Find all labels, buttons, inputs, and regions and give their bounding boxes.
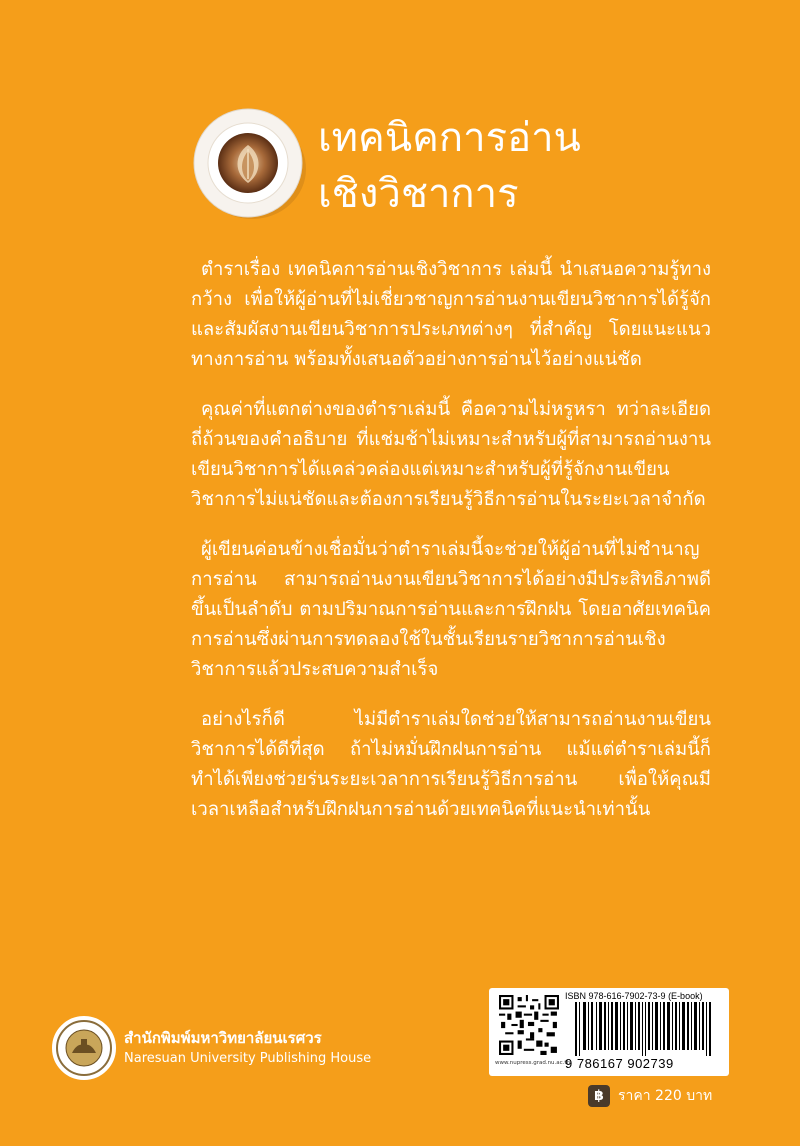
isbn-digits: 9 786167 902739 [565,1056,674,1071]
title-line-2: เชิงวิชาการ [318,171,519,217]
price-tag [588,1085,712,1107]
price-label: ราคา 220 บาท [618,1088,713,1104]
publisher-name-th: สำนักพิมพ์มหาวิทยาลัยนเรศวร [124,1029,322,1047]
baht-icon: ฿ [588,1085,610,1107]
book-title [318,110,581,222]
publisher-block [52,1016,371,1080]
barcode-bars [575,1002,715,1056]
blurb-paragraph-4: อย่างไรก็ดี ไม่มีตำราเล่มใดช่วยให้สามารถอ่านงานเขียนวิชาการได้ดีที่สุด ถ้าไม่หมั่นฝึกฝนการอ่าน แม้แต่ตำราเล่มนี้ก็ทำได้เพียงช่วยร่นระยะเวลาการเรียนรู้วิธีการอ่าน เพื่อให้คุณมีเวลาเหลือสำหรับฝึกฝนการอ่านด้วยเทคนิคที่แนะนำเท่านั้น [191,709,711,820]
title-line-1: เทคนิคการอ่าน [318,115,581,161]
university-seal-logo [52,1016,116,1080]
isbn-label: ISBN 978-616-7902-73-9 (E-book) [565,991,703,1001]
blurb [191,255,711,845]
coffee-cup-image [190,103,310,223]
isbn-barcode-panel [489,988,729,1076]
qr-url-text: www.nupress.grad.nu.ac.th [495,1060,571,1066]
blurb-paragraph-3: ผู้เขียนค่อนข้างเชื่อมั่นว่าตำราเล่มนี้จะช่วยให้ผู้อ่านที่ไม่ชำนาญการอ่าน สามารถอ่านงานเขียนวิชาการได้อย่างมีประสิทธิภาพดีขึ้นเป็นลำดับ ตามปริมาณการอ่านและการฝึกฝน โดยอาศัยเทคนิคการอ่านซึ่งผ่านการทดลองใช้ในชั้นเรียนรายวิชาการอ่านเชิงวิชาการแล้วประสบความสำเร็จ [191,539,711,680]
qr-code [499,994,559,1056]
blurb-paragraph-1: ตำราเรื่อง เทคนิคการอ่านเชิงวิชาการ เล่มนี้ นำเสนอความรู้ทางกว้าง เพื่อให้ผู้อ่านที่ไม่เชี่ยวชาญการอ่านงานเขียนวิชาการได้รู้จักและสัมผัสงานเขียนวิชาการประเภทต่างๆ ที่สำคัญ โดยแนะแนวทางการอ่าน พร้อมทั้งเสนอตัวอย่างการอ่านไว้อย่างแน่ชัด [191,259,711,370]
publisher-name-en: Naresuan University Publishing House [124,1051,372,1066]
blurb-paragraph-2: คุณค่าที่แตกต่างของตำราเล่มนี้ คือความไม่หรูหรา ทว่าละเอียดถี่ถ้วนของคำอธิบาย ที่แช่มช้าไม่เหมาะสำหรับผู้ที่สามารถอ่านงานเขียนวิชาการได้แคล่วคล่องแต่เหมาะสำหรับผู้ที่รู้จักงานเขียนวิชาการไม่แน่ชัดและต้องการเรียนรู้วิธีการอ่านในระยะเวลาจำกัด [191,399,711,510]
